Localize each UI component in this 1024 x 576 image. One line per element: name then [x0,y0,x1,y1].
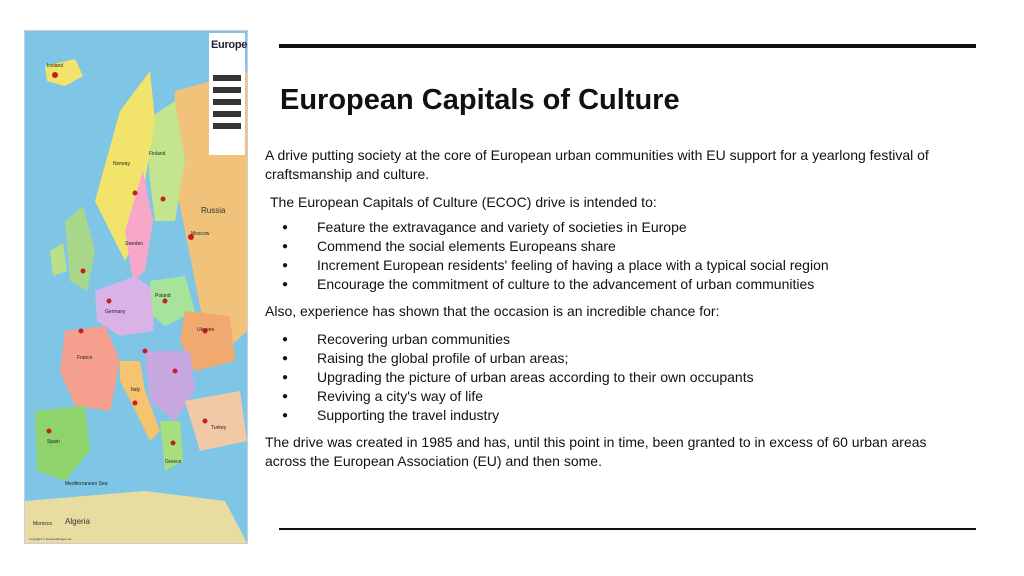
list-item: ● Encourage the commitment of culture to the advancement of urban communities [282,276,815,292]
turkey-region [185,391,247,451]
benefits-list [265,330,965,425]
aims-list [265,218,965,294]
label-norway: Norway [113,161,130,167]
label-poland: Poland [155,293,171,299]
spain-region [35,406,90,481]
balkans-region [145,351,195,421]
bullet-icon: ● [282,260,289,271]
label-germany: Germany [105,309,126,315]
label-algeria: Algeria [65,517,90,526]
map-legend [209,33,248,155]
lead-paragraph: The European Capitals of Culture (ECOC) drive is intended to: [270,194,657,210]
bullet-icon: ● [282,334,289,345]
label-finland: Finland [149,151,166,157]
bullet-icon: ● [282,372,289,383]
bullet-icon: ● [282,391,289,402]
uk-region [65,206,95,291]
list-item: ● Feature the extravagance and variety of societies in Europe [282,219,687,235]
top-divider [279,44,976,48]
ireland-region [50,243,67,276]
bottom-divider [279,528,976,530]
france-region [60,326,120,411]
bullet-icon: ● [282,279,289,290]
also-paragraph: Also, experience has shown that the occasion is an incredible chance for: [265,303,720,319]
label-iceland: Iceland [47,63,64,69]
bullet-icon: ● [282,410,289,421]
label-italy: Italy [131,387,141,393]
list-item: ● Supporting the travel industry [282,407,500,423]
label-sweden: Sweden [125,241,144,247]
map-copyright: Copyright © Freeworldmaps.net [29,537,72,541]
list-item: ● Reviving a city's way of life [282,388,484,404]
north-africa-region [25,491,247,543]
label-morocco: Morocco [33,521,53,527]
label-med-sea: Mediterranean Sea [65,481,108,487]
intro-paragraph: A drive putting society at the core of European urban communities with EU support for a yearlong festival of craftsmanship and culture. [265,147,929,182]
bullet-icon: ● [282,241,289,252]
closing-paragraph: The drive was created in 1985 and has, until this point in time, been granted to in excess of 60 urban areas across the European Association (EU) and then some. [265,434,927,469]
label-spain: Spain [47,439,60,445]
label-ukraine: Ukraine [197,327,215,333]
list-item: ● Recovering urban communities [282,331,510,347]
slide-body [265,146,965,471]
label-moscow: Moscow [191,231,210,237]
label-greece: Greece [165,459,182,465]
map-title: Europe [211,39,248,51]
label-turkey: Turkey [211,425,227,431]
label-russia: Russia [201,206,226,215]
label-france: France [77,355,93,361]
europe-map-image [24,30,248,544]
list-item: ● Commend the social elements Europeans share [282,238,616,254]
list-item: ● Upgrading the picture of urban areas according to their own occupants [282,369,754,385]
slide-title: European Capitals of Culture [280,84,680,116]
list-item: ● Raising the global profile of urban areas; [282,350,569,366]
list-item: ● Increment European residents' feeling of having a place with a typical social region [282,257,829,273]
bullet-icon: ● [282,353,289,364]
bullet-icon: ● [282,222,289,233]
scale-bar [213,69,241,129]
